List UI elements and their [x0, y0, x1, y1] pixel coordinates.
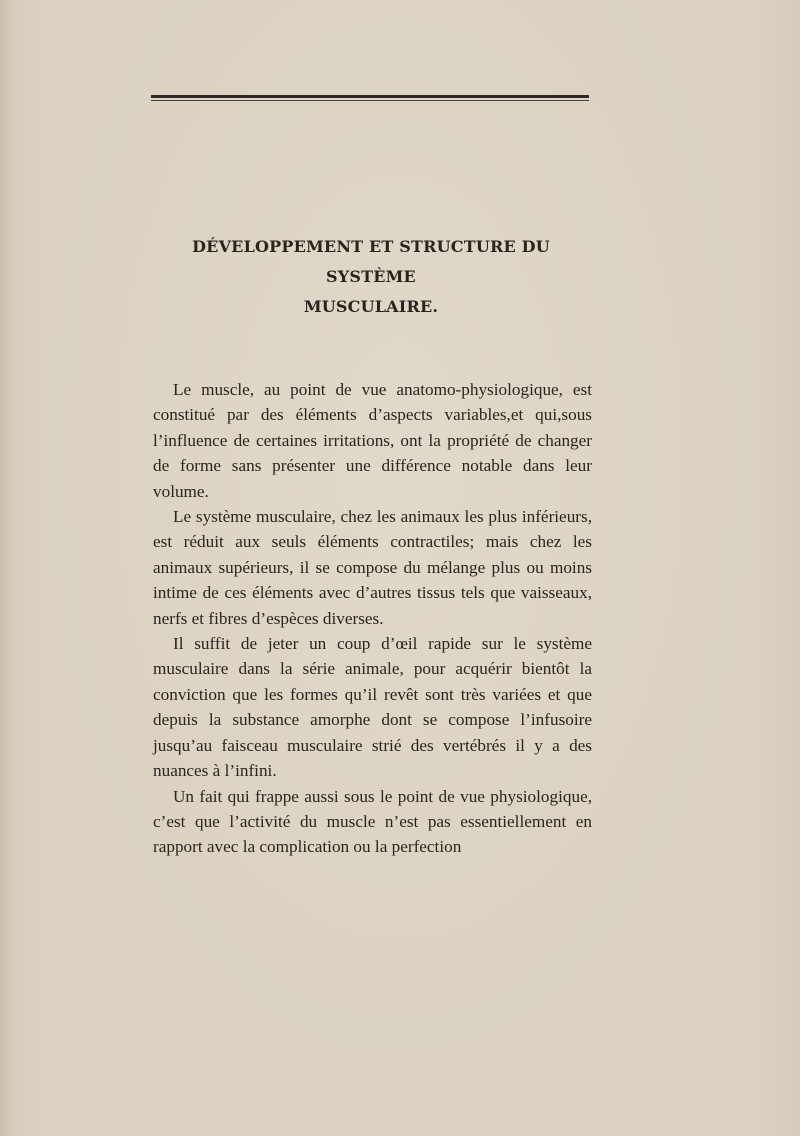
chapter-title-line-2: MUSCULAIRE. [303, 297, 439, 316]
header-rule-thin [151, 100, 589, 101]
paragraph: Le muscle, au point de vue anatomo-physiologique, est constitué par des éléments d’aspects variables,et qui,sous l’influence de certaines irritations, ont la propriété de changer de forme sans présenter une différence notable dans leur volume. [153, 380, 592, 501]
paragraph: Le système musculaire, chez les animaux les plus inférieurs, est réduit aux seuls éléments contractiles; mais chez les animaux supérieurs, il se compose du mélange plus ou moins intime de ces éléments avec d’autres tissus tels que vaisseaux, nerfs et fibres d’espèces diverses. [153, 507, 592, 628]
body-text [153, 377, 592, 860]
chapter-title [148, 232, 594, 322]
chapter-title-line-1: DÉVELOPPEMENT ET STRUCTURE DU SYSTÈME [192, 237, 550, 286]
paragraph: Il suffit de jeter un coup d’œil rapide sur le système musculaire dans la série animale, pour acquérir bientôt la conviction que les formes qu’il revêt sont très variées et que depuis la substance amorphe dont se compose l’infusoire jusqu’au faisceau musculaire strié des vertébrés il y a des nuances à l’infini. [153, 634, 592, 781]
paragraph: Un fait qui frappe aussi sous le point de vue physiologique, c’est que l’activité du muscle n’est pas essentiellement en rapport avec la complication ou la perfection [153, 786, 592, 857]
header-rule [151, 95, 589, 98]
